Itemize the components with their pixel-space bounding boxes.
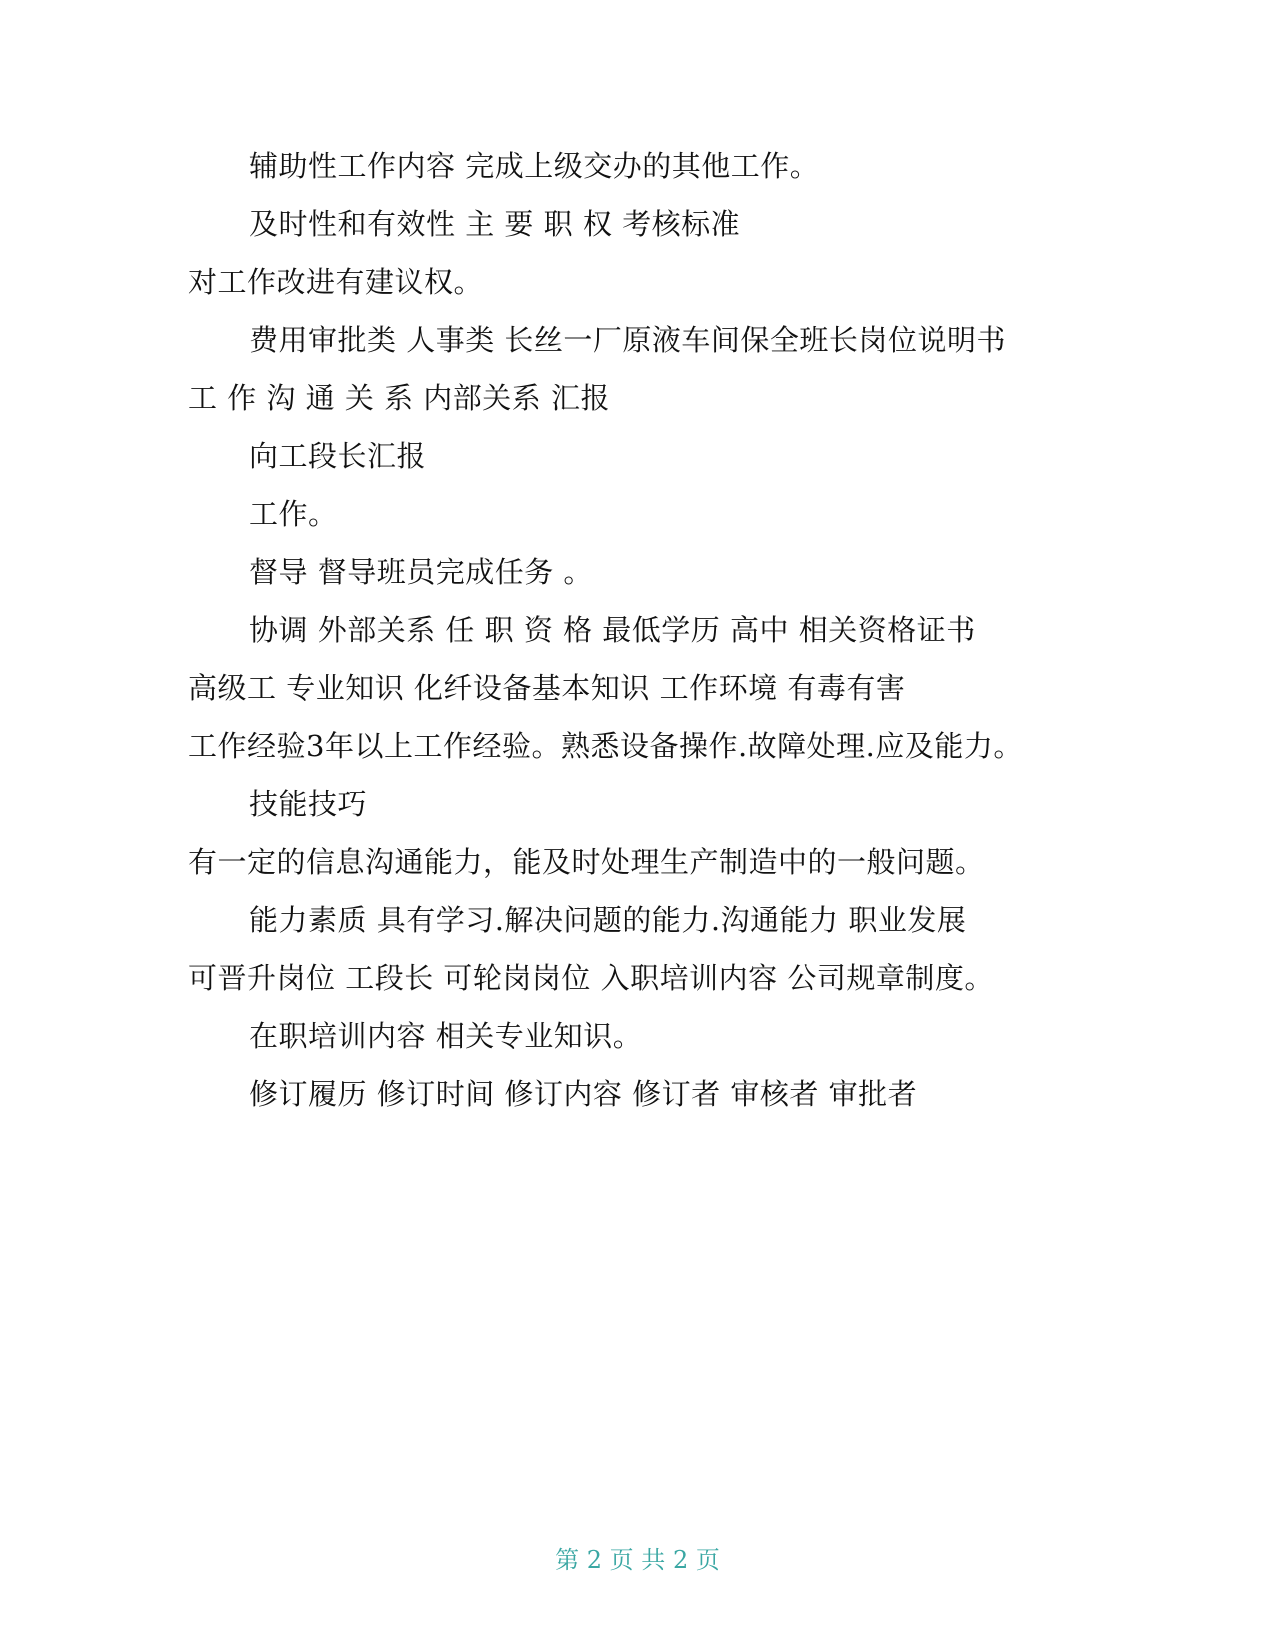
text-line-11: 工作经验3年以上工作经验。熟悉设备操作.故障处理.应及能力。 (188, 729, 1023, 763)
text-line-9: 协调 外部关系 任 职 资 格 最低学历 高中 相关资格证书 (249, 613, 976, 647)
text-line-4: 费用审批类 人事类 长丝一厂原液车间保全班长岗位说明书 (249, 323, 1006, 357)
text-line-15: 可晋升岗位 工段长 可轮岗岗位 入职培训内容 公司规章制度。 (188, 961, 994, 995)
text-line-13: 有一定的信息沟通能力，能及时处理生产制造中的一般问题。 (188, 845, 985, 879)
text-line-7: 工作。 (249, 497, 338, 531)
text-line-10: 高级工 专业知识 化纤设备基本知识 工作环境 有毒有害 (188, 671, 906, 705)
text-line-1: 辅助性工作内容 完成上级交办的其他工作。 (249, 149, 820, 183)
page-number-footer: 第 2 页 共 2 页 (555, 1546, 720, 1574)
text-line-14: 能力素质 具有学习.解决问题的能力.沟通能力 职业发展 (249, 903, 967, 937)
text-line-17: 修订履历 修订时间 修订内容 修订者 审核者 审批者 (249, 1077, 918, 1111)
text-line-16: 在职培训内容 相关专业知识。 (249, 1019, 643, 1053)
text-line-2: 及时性和有效性 主 要 职 权 考核标准 (249, 207, 741, 241)
text-line-5: 工 作 沟 通 关 系 内部关系 汇报 (188, 381, 611, 415)
text-line-3: 对工作改进有建议权。 (188, 265, 484, 299)
text-line-8: 督导 督导班员完成任务 。 (249, 555, 593, 589)
text-line-6: 向工段长汇报 (249, 439, 427, 473)
text-line-12: 技能技巧 (249, 787, 368, 821)
